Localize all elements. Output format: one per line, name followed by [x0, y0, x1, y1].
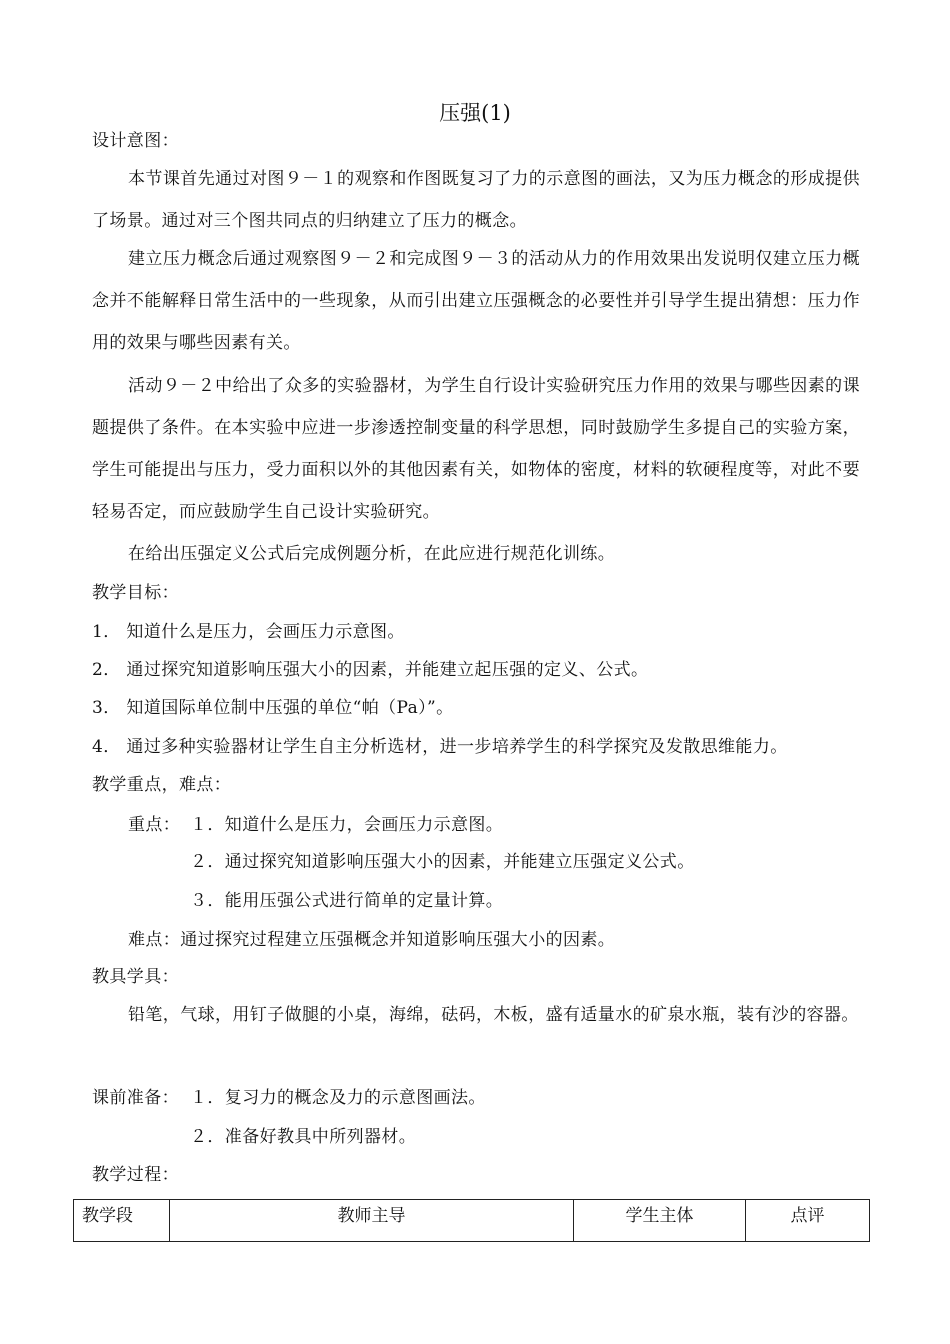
key-point-item-1: １．知道什么是压力，会画压力示意图。: [190, 815, 504, 835]
design-intent-paragraph-4: 在给出压强定义公式后完成例题分析，在此应进行规范化训练。: [128, 544, 616, 564]
key-points-label: 重点：: [128, 815, 181, 835]
objective-item-2: 2． 通过探究知道影响压强大小的因素，并能建立起压强的定义、公式。: [92, 660, 649, 680]
process-table-header-row: [74, 1200, 870, 1242]
materials-heading: 教具学具：: [92, 967, 179, 987]
design-intent-heading: 设计意图：: [92, 131, 179, 151]
process-heading: 教学过程：: [92, 1165, 179, 1185]
preparation-item-1: １．复习力的概念及力的示意图画法。: [190, 1088, 486, 1108]
process-table: [73, 1199, 870, 1242]
materials-text: 铅笔，气球，用钉子做腿的小桌，海绵，砝码，木板，盛有适量水的矿泉水瓶，装有沙的容器。: [128, 1005, 859, 1025]
column-header-comment: 点评: [746, 1200, 870, 1242]
key-points-heading: 教学重点，难点：: [92, 775, 232, 795]
objectives-heading: 教学目标：: [92, 583, 179, 603]
design-intent-paragraph-1: 本节课首先通过对图９－１的观察和作图既复习了力的示意图的画法，又为压力概念的形成提供了场景。通过对三个图共同点的归纳建立了压力的概念。: [92, 169, 860, 231]
key-point-item-3: ３．能用压强公式进行简单的定量计算。: [190, 891, 504, 911]
objective-item-4: 4． 通过多种实验器材让学生自主分析选材，进一步培养学生的科学探究及发散思维能力。: [92, 737, 788, 757]
design-intent-paragraph-2: 建立压力概念后通过观察图９－２和完成图９－３的活动从力的作用效果出发说明仅建立压力概念并不能解释日常生活中的一些现象，从而引出建立压强概念的必要性并引导学生提出猜想：压力作用的效果与哪些因素有关。: [92, 249, 860, 353]
column-header-student: 学生主体: [574, 1200, 746, 1242]
document-title: 压强(1): [439, 101, 511, 125]
objective-item-3: 3． 知道国际单位制中压强的单位“帕（Pa）”。: [92, 698, 454, 718]
preparation-label: 课前准备：: [92, 1088, 179, 1108]
objective-item-1: 1． 知道什么是压力，会画压力示意图。: [92, 622, 405, 642]
key-point-item-2: ２．通过探究知道影响压强大小的因素，并能建立压强定义公式。: [190, 852, 695, 872]
preparation-item-2: ２．准备好教具中所列器材。: [190, 1127, 417, 1147]
difficulty-point: 难点：通过探究过程建立压强概念并知道影响压强大小的因素。: [128, 930, 616, 950]
column-header-teacher: 教师主导: [170, 1200, 574, 1242]
design-intent-paragraph-3: 活动９－２中给出了众多的实验器材，为学生自行设计实验研究压力作用的效果与哪些因素的课题提供了条件。在本实验中应进一步渗透控制变量的科学思想，同时鼓励学生多提自己的实验方案，学生可能提出与压力，受力面积以外的其他因素有关，如物体的密度，材料的软硬程度等，对此不要轻易否定，而应鼓励学生自己设计实验研究。: [92, 376, 860, 522]
column-header-stage: 教学段: [74, 1200, 170, 1242]
